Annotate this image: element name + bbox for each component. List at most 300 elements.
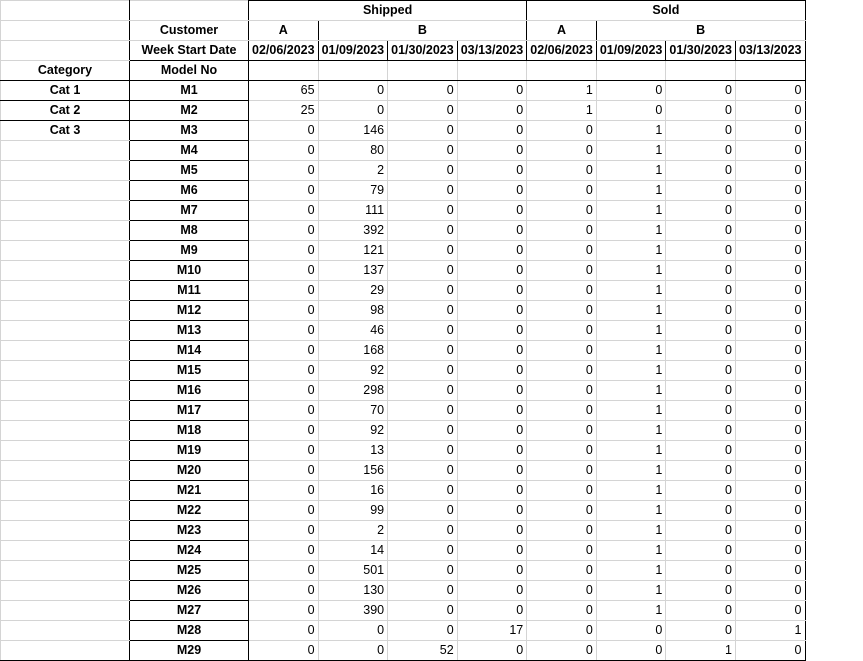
value-cell[interactable]: 0 xyxy=(249,621,319,641)
value-cell[interactable]: 0 xyxy=(457,561,527,581)
corner-cell[interactable] xyxy=(1,1,130,21)
value-cell[interactable]: 0 xyxy=(666,181,736,201)
value-cell[interactable]: 1 xyxy=(596,161,666,181)
value-cell[interactable]: 0 xyxy=(596,81,666,101)
value-cell[interactable]: 0 xyxy=(527,381,597,401)
value-cell[interactable]: 0 xyxy=(388,101,458,121)
value-cell[interactable]: 46 xyxy=(318,321,388,341)
value-cell[interactable]: 1 xyxy=(596,381,666,401)
value-cell[interactable]: 0 xyxy=(666,481,736,501)
model-cell[interactable]: M18 xyxy=(130,421,249,441)
value-cell[interactable]: 1 xyxy=(596,341,666,361)
value-cell[interactable]: 1 xyxy=(596,481,666,501)
model-cell[interactable]: M5 xyxy=(130,161,249,181)
date-header[interactable]: 01/30/2023 xyxy=(388,41,458,61)
value-cell[interactable]: 1 xyxy=(596,461,666,481)
model-cell[interactable]: M19 xyxy=(130,441,249,461)
value-cell[interactable]: 0 xyxy=(527,341,597,361)
model-cell[interactable]: M26 xyxy=(130,581,249,601)
value-cell[interactable]: 0 xyxy=(388,481,458,501)
value-cell[interactable]: 79 xyxy=(318,181,388,201)
value-cell[interactable]: 0 xyxy=(735,641,805,661)
value-cell[interactable]: 0 xyxy=(666,341,736,361)
value-cell[interactable]: 0 xyxy=(666,421,736,441)
model-cell[interactable]: M24 xyxy=(130,541,249,561)
value-cell[interactable]: 0 xyxy=(666,361,736,381)
model-cell[interactable]: M23 xyxy=(130,521,249,541)
value-cell[interactable]: 0 xyxy=(388,221,458,241)
value-cell[interactable]: 0 xyxy=(527,161,597,181)
value-cell[interactable]: 0 xyxy=(666,581,736,601)
value-cell[interactable]: 0 xyxy=(249,221,319,241)
value-cell[interactable]: 0 xyxy=(249,601,319,621)
value-cell[interactable]: 0 xyxy=(735,181,805,201)
value-cell[interactable]: 0 xyxy=(527,321,597,341)
value-cell[interactable]: 0 xyxy=(249,241,319,261)
value-cell[interactable]: 0 xyxy=(735,261,805,281)
category-cell[interactable] xyxy=(1,161,130,181)
value-cell[interactable]: 0 xyxy=(249,501,319,521)
model-cell[interactable]: M29 xyxy=(130,641,249,661)
category-cell[interactable] xyxy=(1,381,130,401)
value-cell[interactable]: 0 xyxy=(527,301,597,321)
value-cell[interactable]: 0 xyxy=(457,581,527,601)
value-cell[interactable]: 1 xyxy=(527,81,597,101)
value-cell[interactable]: 130 xyxy=(318,581,388,601)
value-cell[interactable]: 0 xyxy=(527,621,597,641)
value-cell[interactable]: 0 xyxy=(527,121,597,141)
value-cell[interactable]: 1 xyxy=(596,201,666,221)
value-cell[interactable]: 1 xyxy=(596,401,666,421)
value-cell[interactable]: 0 xyxy=(666,261,736,281)
value-cell[interactable]: 14 xyxy=(318,541,388,561)
value-cell[interactable]: 0 xyxy=(735,501,805,521)
value-cell[interactable]: 0 xyxy=(666,221,736,241)
value-cell[interactable]: 0 xyxy=(735,241,805,261)
empty-cell[interactable] xyxy=(318,61,388,81)
value-cell[interactable]: 0 xyxy=(527,421,597,441)
empty-cell[interactable] xyxy=(666,61,736,81)
model-cell[interactable]: M9 xyxy=(130,241,249,261)
value-cell[interactable]: 0 xyxy=(527,541,597,561)
value-cell[interactable]: 70 xyxy=(318,401,388,421)
value-cell[interactable]: 0 xyxy=(666,201,736,221)
value-cell[interactable]: 92 xyxy=(318,421,388,441)
value-cell[interactable]: 0 xyxy=(735,301,805,321)
model-cell[interactable]: M28 xyxy=(130,621,249,641)
value-cell[interactable]: 0 xyxy=(527,641,597,661)
category-cell[interactable]: Cat 1 xyxy=(1,81,130,101)
category-cell[interactable] xyxy=(1,341,130,361)
value-cell[interactable]: 0 xyxy=(388,201,458,221)
value-cell[interactable]: 0 xyxy=(666,501,736,521)
value-cell[interactable]: 0 xyxy=(735,341,805,361)
value-cell[interactable]: 0 xyxy=(666,101,736,121)
value-cell[interactable]: 0 xyxy=(318,641,388,661)
category-cell[interactable]: Cat 2 xyxy=(1,101,130,121)
value-cell[interactable]: 0 xyxy=(457,221,527,241)
date-header[interactable]: 02/06/2023 xyxy=(249,41,319,61)
value-cell[interactable]: 298 xyxy=(318,381,388,401)
value-cell[interactable]: 0 xyxy=(249,541,319,561)
value-cell[interactable]: 0 xyxy=(457,181,527,201)
value-cell[interactable]: 0 xyxy=(388,561,458,581)
value-cell[interactable]: 0 xyxy=(457,341,527,361)
value-cell[interactable]: 0 xyxy=(735,461,805,481)
value-cell[interactable]: 0 xyxy=(527,581,597,601)
value-cell[interactable]: 121 xyxy=(318,241,388,261)
value-cell[interactable]: 0 xyxy=(735,581,805,601)
value-cell[interactable]: 1 xyxy=(596,121,666,141)
empty-cell[interactable] xyxy=(527,61,597,81)
value-cell[interactable]: 0 xyxy=(596,101,666,121)
model-cell[interactable]: M4 xyxy=(130,141,249,161)
value-cell[interactable]: 0 xyxy=(388,581,458,601)
date-header[interactable]: 03/13/2023 xyxy=(735,41,805,61)
model-no-label[interactable]: Model No xyxy=(130,61,249,81)
value-cell[interactable]: 0 xyxy=(735,541,805,561)
model-cell[interactable]: M13 xyxy=(130,321,249,341)
value-cell[interactable]: 1 xyxy=(596,321,666,341)
category-cell[interactable] xyxy=(1,581,130,601)
value-cell[interactable]: 0 xyxy=(666,321,736,341)
value-cell[interactable]: 0 xyxy=(457,301,527,321)
customer-label[interactable]: Customer xyxy=(130,21,249,41)
value-cell[interactable]: 1 xyxy=(596,521,666,541)
category-cell[interactable] xyxy=(1,201,130,221)
value-cell[interactable]: 0 xyxy=(457,201,527,221)
value-cell[interactable]: 0 xyxy=(457,161,527,181)
value-cell[interactable]: 0 xyxy=(388,261,458,281)
value-cell[interactable]: 1 xyxy=(666,641,736,661)
value-cell[interactable]: 0 xyxy=(457,241,527,261)
value-cell[interactable]: 13 xyxy=(318,441,388,461)
value-cell[interactable]: 0 xyxy=(457,601,527,621)
value-cell[interactable]: 0 xyxy=(388,601,458,621)
value-cell[interactable]: 1 xyxy=(596,141,666,161)
value-cell[interactable]: 0 xyxy=(735,81,805,101)
value-cell[interactable]: 52 xyxy=(388,641,458,661)
value-cell[interactable]: 0 xyxy=(388,81,458,101)
value-cell[interactable]: 0 xyxy=(318,81,388,101)
value-cell[interactable]: 0 xyxy=(666,301,736,321)
value-cell[interactable]: 0 xyxy=(735,221,805,241)
category-cell[interactable] xyxy=(1,241,130,261)
value-cell[interactable]: 0 xyxy=(527,501,597,521)
date-header[interactable]: 01/09/2023 xyxy=(318,41,388,61)
value-cell[interactable]: 0 xyxy=(457,461,527,481)
value-cell[interactable]: 0 xyxy=(735,201,805,221)
value-cell[interactable]: 1 xyxy=(596,441,666,461)
value-cell[interactable]: 0 xyxy=(388,181,458,201)
value-cell[interactable]: 0 xyxy=(735,161,805,181)
value-cell[interactable]: 0 xyxy=(388,161,458,181)
value-cell[interactable]: 0 xyxy=(735,121,805,141)
model-cell[interactable]: M14 xyxy=(130,341,249,361)
date-header[interactable]: 01/30/2023 xyxy=(666,41,736,61)
value-cell[interactable]: 0 xyxy=(666,521,736,541)
value-cell[interactable]: 0 xyxy=(666,441,736,461)
value-cell[interactable]: 156 xyxy=(318,461,388,481)
value-cell[interactable]: 0 xyxy=(457,481,527,501)
value-cell[interactable]: 0 xyxy=(457,521,527,541)
value-cell[interactable]: 1 xyxy=(596,561,666,581)
value-cell[interactable]: 0 xyxy=(666,121,736,141)
value-cell[interactable]: 29 xyxy=(318,281,388,301)
value-cell[interactable]: 25 xyxy=(249,101,319,121)
value-cell[interactable]: 0 xyxy=(527,481,597,501)
value-cell[interactable]: 0 xyxy=(388,341,458,361)
value-cell[interactable]: 0 xyxy=(388,241,458,261)
value-cell[interactable]: 392 xyxy=(318,221,388,241)
value-cell[interactable]: 1 xyxy=(596,261,666,281)
value-cell[interactable]: 0 xyxy=(249,441,319,461)
value-cell[interactable]: 0 xyxy=(527,261,597,281)
value-cell[interactable]: 0 xyxy=(527,401,597,421)
customer-header[interactable]: A xyxy=(527,21,597,41)
value-cell[interactable]: 0 xyxy=(735,101,805,121)
empty-cell[interactable] xyxy=(735,61,805,81)
value-cell[interactable]: 0 xyxy=(318,101,388,121)
category-cell[interactable] xyxy=(1,181,130,201)
model-cell[interactable]: M12 xyxy=(130,301,249,321)
value-cell[interactable]: 0 xyxy=(388,121,458,141)
value-cell[interactable]: 0 xyxy=(388,281,458,301)
value-cell[interactable]: 1 xyxy=(596,501,666,521)
model-cell[interactable]: M21 xyxy=(130,481,249,501)
value-cell[interactable]: 0 xyxy=(527,201,597,221)
model-cell[interactable]: M8 xyxy=(130,221,249,241)
value-cell[interactable]: 1 xyxy=(596,421,666,441)
value-cell[interactable]: 0 xyxy=(388,441,458,461)
value-cell[interactable]: 65 xyxy=(249,81,319,101)
value-cell[interactable]: 0 xyxy=(527,181,597,201)
value-cell[interactable]: 0 xyxy=(527,281,597,301)
corner-cell[interactable] xyxy=(1,21,130,41)
value-cell[interactable]: 0 xyxy=(527,361,597,381)
value-cell[interactable]: 0 xyxy=(457,401,527,421)
value-cell[interactable]: 0 xyxy=(666,541,736,561)
value-cell[interactable]: 137 xyxy=(318,261,388,281)
empty-cell[interactable] xyxy=(457,61,527,81)
customer-header[interactable]: B xyxy=(318,21,527,41)
model-cell[interactable]: M16 xyxy=(130,381,249,401)
category-cell[interactable] xyxy=(1,141,130,161)
value-cell[interactable]: 2 xyxy=(318,161,388,181)
value-cell[interactable]: 0 xyxy=(249,201,319,221)
value-cell[interactable]: 0 xyxy=(666,81,736,101)
category-cell[interactable] xyxy=(1,641,130,661)
value-cell[interactable]: 0 xyxy=(249,321,319,341)
category-cell[interactable] xyxy=(1,401,130,421)
value-cell[interactable]: 16 xyxy=(318,481,388,501)
value-cell[interactable]: 0 xyxy=(388,301,458,321)
value-cell[interactable]: 0 xyxy=(596,621,666,641)
category-cell[interactable] xyxy=(1,561,130,581)
value-cell[interactable]: 0 xyxy=(249,341,319,361)
value-cell[interactable]: 0 xyxy=(666,241,736,261)
value-cell[interactable]: 92 xyxy=(318,361,388,381)
value-cell[interactable]: 0 xyxy=(735,281,805,301)
value-cell[interactable]: 0 xyxy=(735,481,805,501)
category-cell[interactable] xyxy=(1,441,130,461)
model-cell[interactable]: M2 xyxy=(130,101,249,121)
empty-cell[interactable] xyxy=(596,61,666,81)
value-cell[interactable]: 0 xyxy=(666,461,736,481)
category-cell[interactable] xyxy=(1,221,130,241)
value-cell[interactable]: 0 xyxy=(388,381,458,401)
value-cell[interactable]: 0 xyxy=(318,621,388,641)
value-cell[interactable]: 1 xyxy=(596,581,666,601)
value-cell[interactable]: 146 xyxy=(318,121,388,141)
value-cell[interactable]: 0 xyxy=(388,321,458,341)
value-cell[interactable]: 1 xyxy=(596,181,666,201)
value-cell[interactable]: 0 xyxy=(249,361,319,381)
corner-cell[interactable] xyxy=(1,41,130,61)
value-cell[interactable]: 0 xyxy=(249,381,319,401)
category-cell[interactable] xyxy=(1,361,130,381)
value-cell[interactable]: 1 xyxy=(596,301,666,321)
value-cell[interactable]: 168 xyxy=(318,341,388,361)
date-header[interactable]: 01/09/2023 xyxy=(596,41,666,61)
customer-header[interactable]: B xyxy=(596,21,805,41)
value-cell[interactable]: 1 xyxy=(596,541,666,561)
value-cell[interactable]: 0 xyxy=(388,541,458,561)
value-cell[interactable]: 0 xyxy=(457,641,527,661)
value-cell[interactable]: 0 xyxy=(457,261,527,281)
value-cell[interactable]: 0 xyxy=(457,421,527,441)
value-cell[interactable]: 0 xyxy=(527,221,597,241)
value-cell[interactable]: 99 xyxy=(318,501,388,521)
value-cell[interactable]: 0 xyxy=(457,441,527,461)
value-cell[interactable]: 0 xyxy=(457,121,527,141)
value-cell[interactable]: 0 xyxy=(388,401,458,421)
value-cell[interactable]: 0 xyxy=(527,441,597,461)
value-cell[interactable]: 0 xyxy=(249,161,319,181)
value-cell[interactable]: 0 xyxy=(666,161,736,181)
value-cell[interactable]: 0 xyxy=(527,601,597,621)
value-cell[interactable]: 501 xyxy=(318,561,388,581)
model-cell[interactable]: M17 xyxy=(130,401,249,421)
category-cell[interactable] xyxy=(1,621,130,641)
value-cell[interactable]: 0 xyxy=(249,261,319,281)
value-cell[interactable]: 1 xyxy=(596,361,666,381)
value-cell[interactable]: 0 xyxy=(457,501,527,521)
value-cell[interactable]: 0 xyxy=(735,401,805,421)
model-cell[interactable]: M15 xyxy=(130,361,249,381)
category-cell[interactable]: Cat 3 xyxy=(1,121,130,141)
model-cell[interactable]: M6 xyxy=(130,181,249,201)
value-cell[interactable]: 0 xyxy=(735,441,805,461)
value-cell[interactable]: 17 xyxy=(457,621,527,641)
model-cell[interactable]: M11 xyxy=(130,281,249,301)
value-cell[interactable]: 0 xyxy=(735,421,805,441)
value-cell[interactable]: 0 xyxy=(735,601,805,621)
value-cell[interactable]: 0 xyxy=(457,101,527,121)
category-cell[interactable] xyxy=(1,281,130,301)
model-cell[interactable]: M22 xyxy=(130,501,249,521)
corner-cell[interactable] xyxy=(130,1,249,21)
value-cell[interactable]: 0 xyxy=(388,421,458,441)
value-cell[interactable]: 0 xyxy=(249,121,319,141)
value-cell[interactable]: 0 xyxy=(249,281,319,301)
week-start-label[interactable]: Week Start Date xyxy=(130,41,249,61)
category-cell[interactable] xyxy=(1,541,130,561)
category-cell[interactable] xyxy=(1,521,130,541)
value-cell[interactable]: 0 xyxy=(457,281,527,301)
value-cell[interactable]: 0 xyxy=(249,561,319,581)
value-cell[interactable]: 0 xyxy=(666,561,736,581)
value-cell[interactable]: 2 xyxy=(318,521,388,541)
category-cell[interactable] xyxy=(1,461,130,481)
value-cell[interactable]: 0 xyxy=(457,321,527,341)
value-cell[interactable]: 98 xyxy=(318,301,388,321)
value-cell[interactable]: 0 xyxy=(457,381,527,401)
value-cell[interactable]: 0 xyxy=(527,561,597,581)
value-cell[interactable]: 0 xyxy=(388,141,458,161)
model-cell[interactable]: M3 xyxy=(130,121,249,141)
value-cell[interactable]: 0 xyxy=(388,501,458,521)
value-cell[interactable]: 0 xyxy=(249,421,319,441)
category-cell[interactable] xyxy=(1,421,130,441)
value-cell[interactable]: 0 xyxy=(666,141,736,161)
model-cell[interactable]: M10 xyxy=(130,261,249,281)
value-cell[interactable]: 0 xyxy=(735,361,805,381)
category-cell[interactable] xyxy=(1,481,130,501)
value-cell[interactable]: 0 xyxy=(666,401,736,421)
category-cell[interactable] xyxy=(1,261,130,281)
category-cell[interactable] xyxy=(1,321,130,341)
category-cell[interactable] xyxy=(1,501,130,521)
value-cell[interactable]: 1 xyxy=(735,621,805,641)
value-cell[interactable]: 0 xyxy=(249,641,319,661)
model-cell[interactable]: M1 xyxy=(130,81,249,101)
value-cell[interactable]: 0 xyxy=(249,461,319,481)
value-cell[interactable]: 0 xyxy=(666,601,736,621)
value-cell[interactable]: 0 xyxy=(249,401,319,421)
model-cell[interactable]: M27 xyxy=(130,601,249,621)
value-cell[interactable]: 80 xyxy=(318,141,388,161)
value-cell[interactable]: 0 xyxy=(249,581,319,601)
value-cell[interactable]: 0 xyxy=(249,521,319,541)
value-cell[interactable]: 0 xyxy=(735,561,805,581)
value-cell[interactable]: 0 xyxy=(596,641,666,661)
group-header-shipped[interactable]: Shipped xyxy=(249,1,527,21)
customer-header[interactable]: A xyxy=(249,21,319,41)
value-cell[interactable]: 0 xyxy=(388,621,458,641)
value-cell[interactable]: 1 xyxy=(596,221,666,241)
value-cell[interactable]: 1 xyxy=(596,241,666,261)
value-cell[interactable]: 0 xyxy=(527,241,597,261)
value-cell[interactable]: 1 xyxy=(596,601,666,621)
model-cell[interactable]: M20 xyxy=(130,461,249,481)
group-header-sold[interactable]: Sold xyxy=(527,1,805,21)
value-cell[interactable]: 0 xyxy=(388,521,458,541)
model-cell[interactable]: M7 xyxy=(130,201,249,221)
value-cell[interactable]: 0 xyxy=(249,141,319,161)
value-cell[interactable]: 0 xyxy=(527,141,597,161)
value-cell[interactable]: 0 xyxy=(457,541,527,561)
value-cell[interactable]: 1 xyxy=(596,281,666,301)
value-cell[interactable]: 0 xyxy=(735,381,805,401)
date-header[interactable]: 03/13/2023 xyxy=(457,41,527,61)
empty-cell[interactable] xyxy=(249,61,319,81)
value-cell[interactable]: 0 xyxy=(666,281,736,301)
model-cell[interactable]: M25 xyxy=(130,561,249,581)
value-cell[interactable]: 0 xyxy=(666,621,736,641)
value-cell[interactable]: 0 xyxy=(388,461,458,481)
value-cell[interactable]: 0 xyxy=(249,181,319,201)
